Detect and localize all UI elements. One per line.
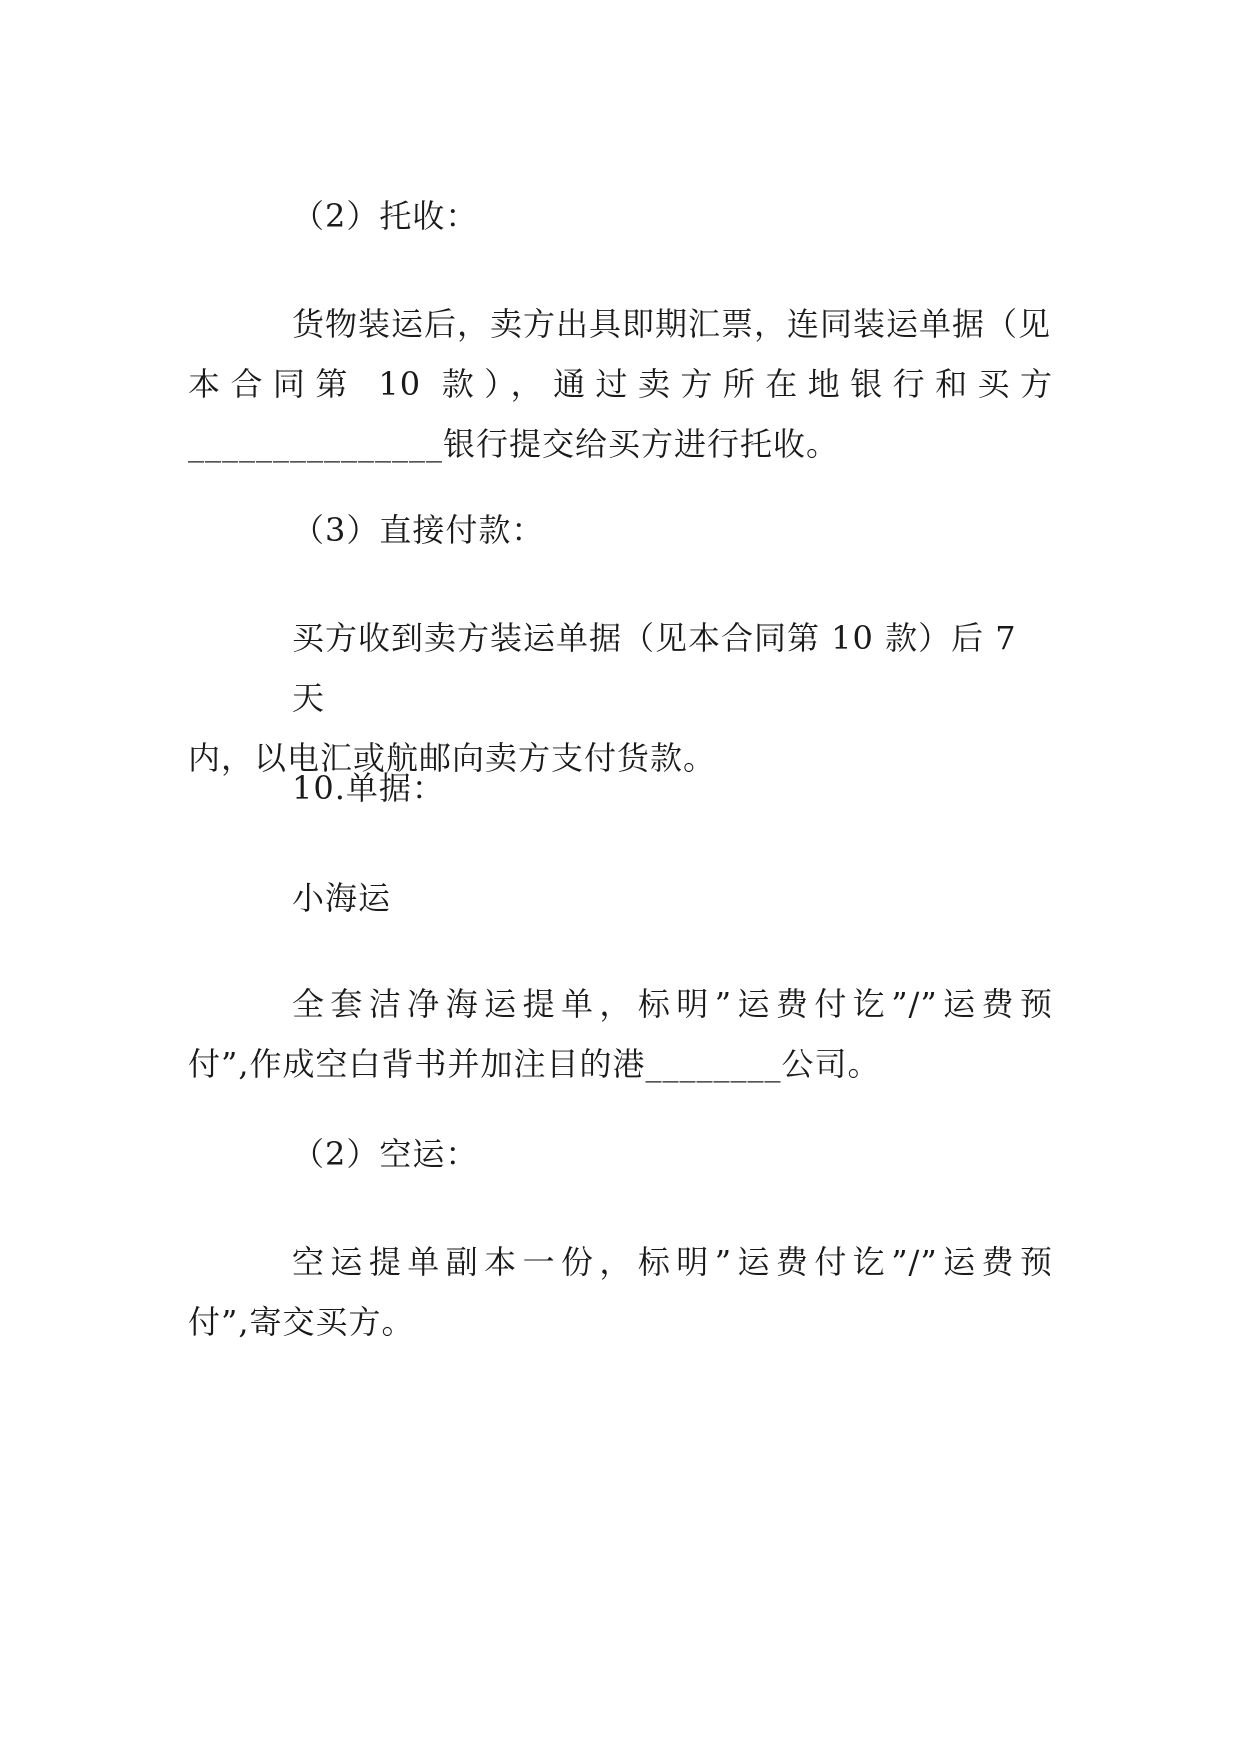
paragraph-line: 买方收到卖方装运单据（见本合同第 10 款）后 7 天 (292, 619, 1017, 717)
section-heading-collection (188, 186, 1053, 246)
paragraph-sea (188, 974, 1053, 1094)
paragraph-line: 付”,作成空白背书并加注目的港________公司。 (188, 1045, 881, 1083)
heading-text: 小海运 (292, 879, 392, 917)
section-heading-air (188, 1124, 1053, 1184)
paragraph-line: 内，以电汇或航邮向卖方支付货款。 (188, 739, 717, 777)
heading-text: （3）直接付款： (292, 511, 545, 549)
paragraph-air (188, 1232, 1053, 1352)
paragraph-line: 货物装运后，卖方出具即期汇票，连同装运单据（见 (292, 305, 1052, 343)
paragraph-line: 本合同第 10 款），通过卖方所在地银行和买方 (188, 365, 1053, 403)
section-heading-sea (188, 868, 1053, 928)
paragraph-collection (188, 294, 1053, 474)
section-heading-direct-payment (188, 500, 1053, 560)
heading-text: （2）空运： (292, 1135, 479, 1173)
section-heading-documents (188, 758, 1053, 818)
paragraph-line: _______________银行提交给买方进行托收。 (188, 425, 840, 463)
paragraph-line: 全套洁净海运提单，标明”运费付讫”/”运费预 (292, 985, 1053, 1023)
heading-text: 10.单据： (292, 769, 445, 807)
heading-text: （2）托收： (292, 197, 479, 235)
paragraph-line: 付”,寄交买方。 (188, 1303, 415, 1341)
paragraph-line: 空运提单副本一份，标明”运费付讫”/”运费预 (292, 1243, 1053, 1281)
